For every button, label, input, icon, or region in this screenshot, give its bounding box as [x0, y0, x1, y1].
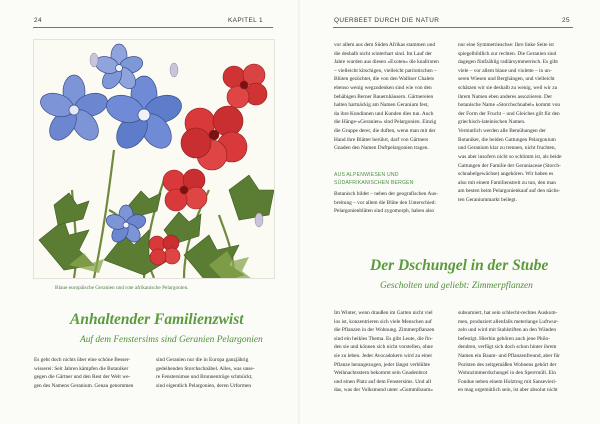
right-page — [300, 0, 600, 424]
right-text-col-1-lower — [334, 309, 458, 395]
section-label: QUERBEET DURCH DIE NATUR — [334, 17, 440, 24]
header-rule-left — [33, 27, 273, 28]
text-line: Fondue neben einem Holztrog mit Sansevieri- — [458, 378, 557, 385]
text-line: gen des Namens Geranium. Genau genommen — [34, 382, 134, 389]
text-line: dendren, verfügt sich doch schon hinter ihrem — [458, 344, 557, 351]
section-title-right: Der Dschungel in der Stube — [370, 257, 549, 274]
text-line: Im Winter, wenn draußen im Garten nicht viel — [334, 310, 433, 316]
text-line: botanische Name «Storchschnabel» kommt von — [458, 102, 561, 109]
text-line: zeln und wird mit Stahlstiften an den Wänden — [458, 327, 556, 334]
text-line: der Form der Frucht – und Gleiches gilt für den — [458, 110, 560, 117]
text-line: Gattungen der Familie der Geraniaceae (Storch- — [458, 162, 561, 169]
text-line: behäbigen Berner Bauernhäusern. Gärtnereien — [334, 93, 434, 100]
text-line: und Geranium klar zu trennen, nicht fruchten, — [458, 145, 556, 152]
sidebar-heading-line: AUS ALPENWIESEN UND — [334, 172, 399, 178]
text-line: sind Geranien nur die in Europa ganzjährig — [156, 357, 249, 363]
text-line: Jahre wurden aus diesen «Exoten» die knallroten — [334, 59, 439, 66]
text-line: ten Geraniummarkt beilegt. — [458, 196, 517, 203]
right-text-col-1-bottom — [334, 190, 458, 216]
text-line: Pflanze herangezogen, jeder längst verblühte — [334, 361, 430, 368]
text-line: – vielleicht kitschigen, vielleicht patriotischen – — [334, 67, 437, 74]
text-line: Puristen des zeitgemäßen Wohnens gehört der — [458, 361, 557, 368]
text-line: ebenso wenig wegzudenken sind wie von den — [334, 85, 432, 92]
text-line: gegen die Gärtner und den Rest der Welt we- — [34, 374, 131, 381]
text-line: los ist, konzentrieren sich viele Menschen auf — [334, 318, 432, 325]
left-text-col-1 — [34, 356, 150, 390]
page-number-right: 25 — [562, 17, 570, 24]
text-line: re Fenstersimse und Brunnentröge schmückt, — [156, 374, 253, 381]
text-line: sind ein heikles Thema. Es gibt Leute, die fin- — [334, 335, 433, 342]
text-line: die Hänge-«Geranien» sind Pelargonien. Einzig — [334, 119, 437, 126]
text-line: was aber insofern nicht so schlimm ist, als beide — [458, 153, 562, 160]
text-line: ihrem Namen eben anderes assoziieren. Der — [458, 93, 553, 100]
text-line: Hand ihre Blätter berührt, darf von Gärtners — [334, 136, 429, 143]
section-subtitle-left: Auf dem Fenstersims sind Geranien Pelargonien — [80, 335, 263, 345]
left-text-col-2 — [156, 356, 274, 390]
text-line: schnabelgewächse) angehören. Wir haben es — [458, 171, 554, 178]
text-line: griechisch-lateinischen Namen. — [458, 119, 526, 126]
text-line: die Gruppe derer, die duften, wenn man mit der — [334, 128, 436, 135]
section-subtitle-right: Gescholten und geliebt: Zimmerpflanzen — [380, 281, 533, 291]
text-line: vor allem aus dem Süden Afrikas stammen und — [334, 42, 436, 48]
text-line: nur eine Symmetrieachse: Ihre linke Seite ist — [458, 42, 554, 48]
text-line: schätzen wir sie deshalb zu wenig, weil wir zu — [458, 85, 558, 92]
right-text-col-2-top — [458, 41, 578, 205]
text-line: en mag urgemütlich sein, ist aber absolut nicht — [458, 387, 558, 394]
text-line: dagegen fünfzählig radiärsymmetrisch. Es gibt — [458, 59, 558, 66]
text-line: breitung – vor allem die Blüte den Unterschied: — [334, 199, 436, 206]
text-line: men, produziert allenfalls meterlange Luftwur- — [458, 318, 559, 325]
text-line: Weihnachtsstern bekommt sein Gnadenbrot — [334, 370, 428, 377]
botanical-illustration — [33, 39, 275, 279]
text-line: wisserei: Seit Jahren kämpfen die Botaniker — [34, 365, 129, 372]
text-line: am besten beim Pelargonienkauf auf den nächs- — [458, 188, 561, 195]
sidebar-heading-line: SÜDAFRIKANISCHEN BERGEN — [334, 180, 414, 187]
text-line: Pelargonienblüten sind zygomorph, haben also — [334, 208, 435, 215]
text-line: spiegelbildlich zur rechten. Die Geranien sind — [458, 50, 557, 57]
header-rule-right — [333, 27, 573, 28]
text-line: Namen ein Baum- und Pflanzenfreund, aber für — [458, 353, 560, 360]
text-line: da ihre Kundinnen und Kunden dies tun. Auch — [334, 110, 434, 117]
text-line: halten hartnäckig am Namen Geranium fest, — [334, 102, 429, 109]
text-line: seren Wiesen und Berghängen, und vielleicht — [458, 76, 555, 83]
sidebar-heading — [334, 171, 460, 187]
text-line: und einen Platz auf dem Fenstersims. Und all — [334, 378, 432, 385]
right-text-col-2-lower — [458, 309, 578, 395]
text-line: die Pflanzen in der Wohnung. Zimmerpflanzen — [334, 327, 435, 334]
page-number-left: 24 — [34, 17, 42, 24]
text-line: Es geht doch nichts über eine schöne Besser- — [34, 357, 131, 363]
text-line: den sie und können sich nicht vorstellen, ohne — [334, 344, 433, 351]
chapter-label: KAPITEL 1 — [228, 17, 263, 24]
text-line: subsumiert, hat sein schlecht-rechtes Auskom- — [458, 310, 558, 316]
text-line: Blüten gezüchtet, die von den Walliser Chalets — [334, 76, 434, 83]
right-text-col-1-top — [334, 41, 458, 153]
text-line: sind eigentlich Pelargonien, deren Urformen — [156, 382, 252, 389]
text-line: befestigt. Hierhin gehören auch jene Philo- — [458, 335, 551, 342]
text-line: Vermutlich werden alle Bemühungen der — [458, 128, 546, 135]
geranium-painting — [34, 40, 274, 278]
text-line: also mit einem Familienstreit zu tun, den man — [458, 179, 556, 186]
text-line: Botanisch bildet – neben der geografischen Aus- — [334, 191, 438, 197]
text-line: gedeihenden Storchschnäbel. Alles, was unse- — [156, 365, 255, 372]
section-title-left: Anhaltender Familienzwist — [70, 311, 244, 328]
illustration-caption: Blaue europäische Geranien und rote afrikanische Pelargonien. — [55, 285, 189, 291]
text-line: sie zu leben. Jeder Avocadokern wird zu einer — [334, 353, 433, 360]
text-line: viele – vor allem blaue und violette – in un- — [458, 67, 552, 74]
text-line: Wohnzimmerdschungel in den Sperrmüll. Ein — [458, 370, 556, 377]
text-line: die deshalb nicht winterhart sind. Im Lauf der — [334, 50, 432, 57]
text-line: Botaniker, die beiden Gattungen Pelargonium — [458, 136, 556, 143]
text-line: das, was der Volksmund unter «Gummibaum» — [334, 387, 433, 394]
text-line: Gnaden den Namen Duftpelargonien tragen. — [334, 145, 429, 152]
